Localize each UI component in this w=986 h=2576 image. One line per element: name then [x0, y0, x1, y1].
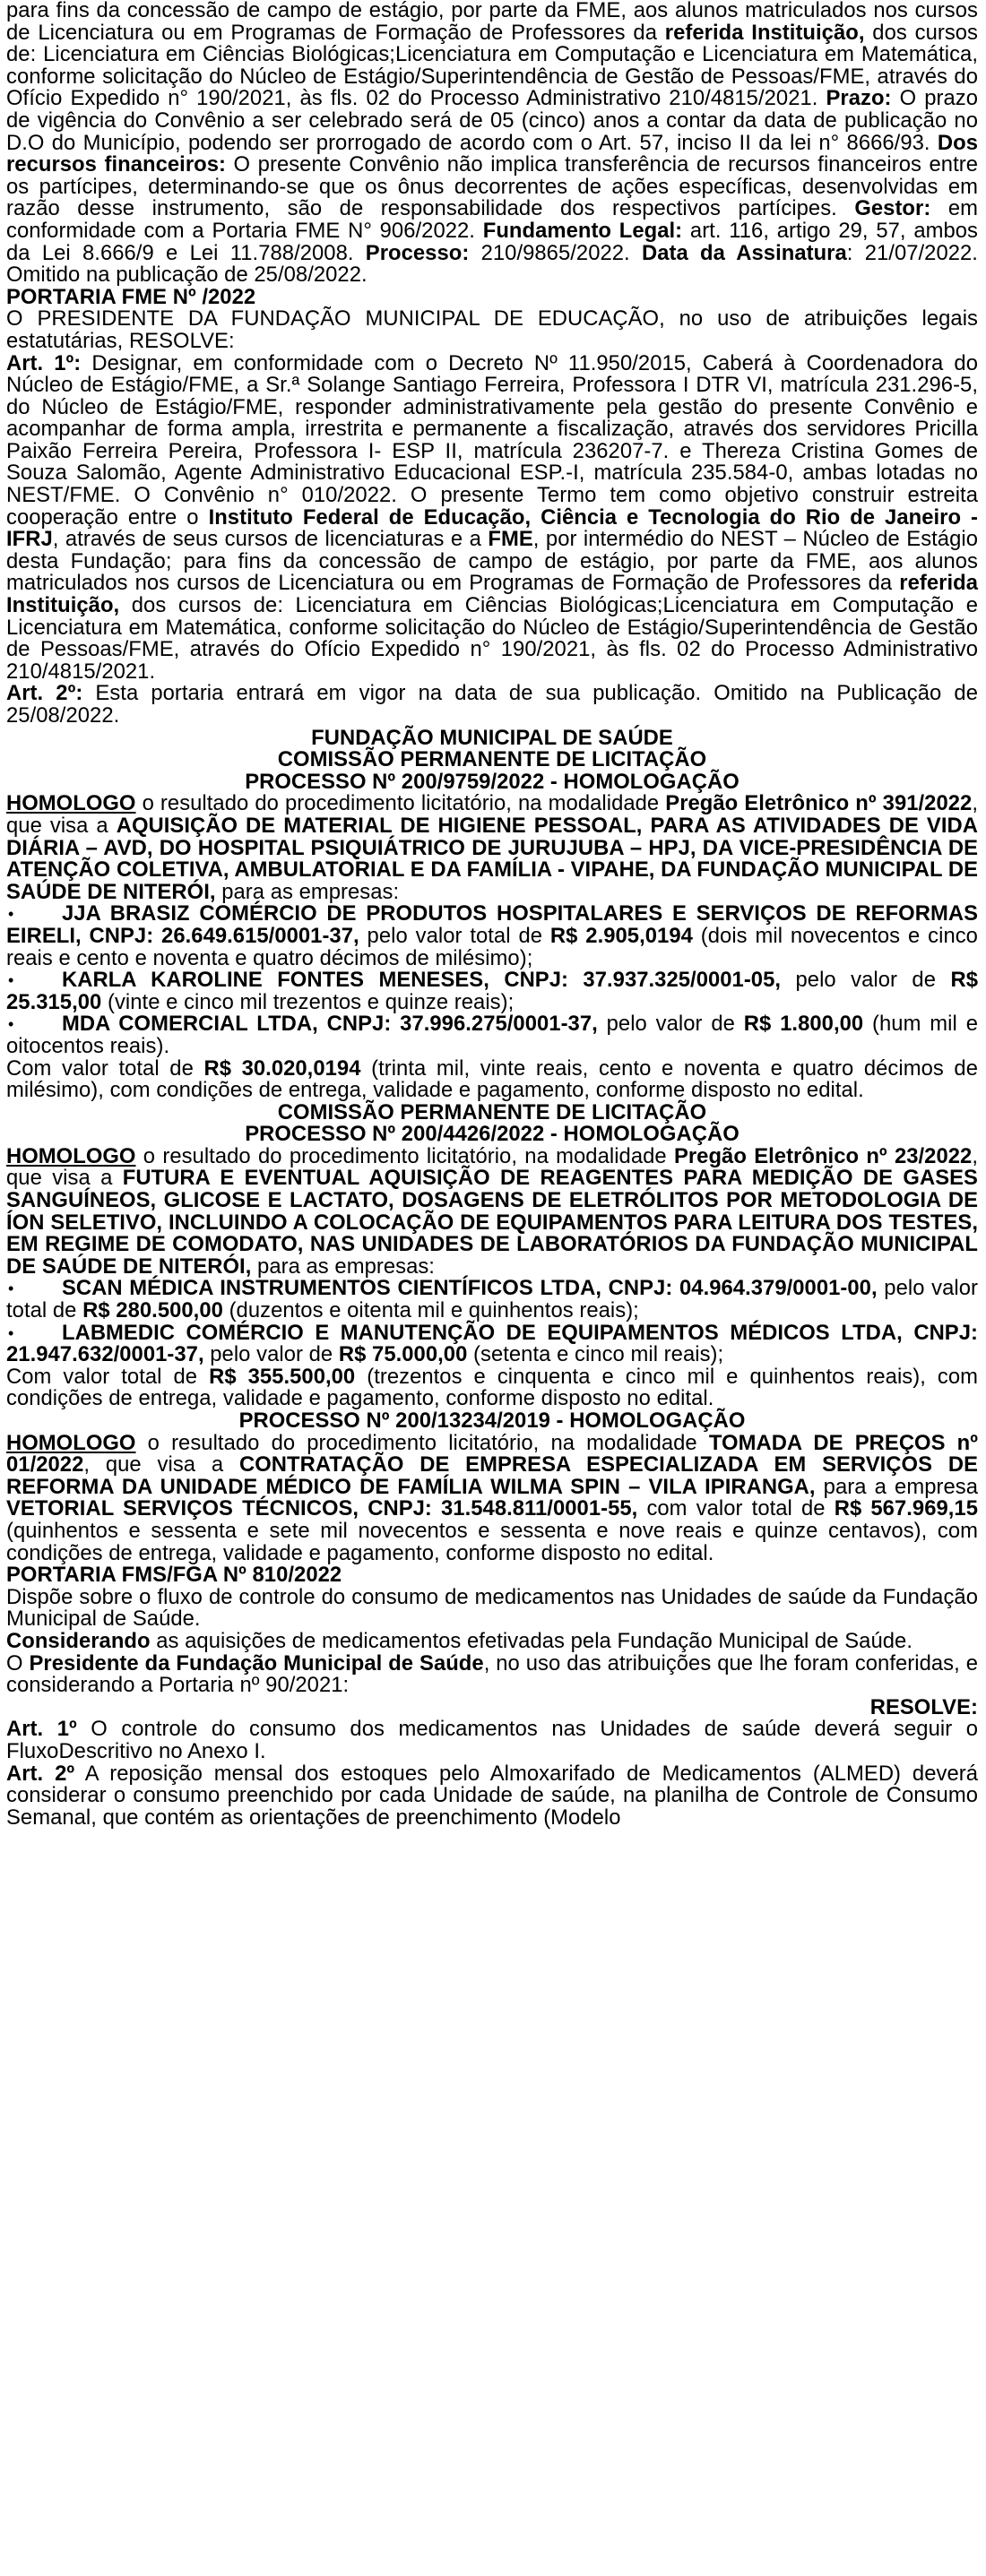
bullet-icon: • [8, 1015, 14, 1034]
bullet-item [6, 903, 978, 969]
text-run: KARLA KAROLINE FONTES MENESES, CNPJ: 37.937.325/0001-05, [62, 968, 782, 993]
centered-heading [6, 1410, 978, 1433]
text-run: LABMEDIC COMÉRCIO E MANUTENÇÃO DE EQUIPAMENTOS MÉDICOS LTDA, CNPJ: 21.947.632/0001-37, [6, 1320, 978, 1367]
paragraph [6, 1055, 978, 1103]
paragraph [6, 1584, 978, 1632]
text-run: pelo valor de [597, 1012, 744, 1037]
text-run: referida Instituição, [6, 571, 978, 618]
text-run: o resultado do procedimento licitatório, na modalidade [135, 1430, 709, 1455]
text-run: COMISSÃO PERMANENTE DE LICITAÇÃO [277, 1099, 707, 1124]
bullet-item [6, 969, 978, 1013]
text-run: pelo valor total de [6, 1276, 978, 1323]
text-run: (dois mil novecentos e cinco reais e cento e noventa e quatro décimos de milésimo); [6, 923, 978, 970]
text-run: R$ 2.905,0194 [549, 923, 693, 948]
text-run: R$ 25.315,00 [6, 968, 978, 1014]
text-run: HOMOLOGO [6, 1143, 136, 1168]
text-run: COMISSÃO PERMANENTE DE LICITAÇÃO [277, 747, 707, 772]
text-run: O controle do consumo dos medicamentos nas Unidades de saúde deverá seguir o FluxoDescritivo no Anexo I. [6, 1717, 978, 1763]
text-run: R$ 1.800,00 [743, 1012, 864, 1037]
text-run: Presidente da Fundação Municipal de Saúde [29, 1650, 484, 1676]
text-run: , por intermédio do NEST – Núcleo de Estágio desta Fundação; para fins da concessão de campo de estágio, por parte da FME, aos alunos matriculados nos cursos de Licenciatura ou em Programas de Formação de Professores da [6, 527, 978, 596]
text-run: R$ 567.969,15 [834, 1496, 978, 1521]
text-run: pelo valor de [781, 968, 951, 993]
text-run: SCAN MÉDICA INSTRUMENTOS CIENTÍFICOS LTDA, CNPJ: 04.964.379/0001-00, [62, 1276, 878, 1301]
text-run: VETORIAL SERVIÇOS TÉCNICOS, CNPJ: 31.548.811/0001-55, [6, 1496, 638, 1521]
centered-heading [6, 749, 978, 771]
text-run: O presente Convênio não implica transferência de recursos financeiros entre os partícipes, determinando-se que os ônus decorrentes de ações específicas, desenvolvidas em razão desse instrumento, são de responsabilidade dos respectivos partícipes. [6, 152, 978, 221]
text-run: FUTURA E EVENTUAL AQUISIÇÃO DE REAGENTES PARA MEDIÇÃO DE GASES SANGUÍNEOS, GLICOSE E LACTATO, DOSAGENS DE ELETRÓLITOS POR METODOLOGIA DE ÍON SELETIVO, INCLUINDO A COLOCAÇÃO DE EQUIPAMENTOS PARA LEITURA DOS TESTES, EM REGIME DE COMODATO, NAS UNIDADES DE LABORATÓRIOS DA FUNDAÇÃO MUNICIPAL DE SAÚDE DE NITERÓI, [6, 1166, 978, 1279]
paragraph [6, 683, 978, 727]
text-run: FME [488, 527, 533, 552]
text-run: Instituto Federal de Educação, Ciência e Tecnologia do Rio de Janeiro - IFRJ [6, 504, 979, 552]
paragraph [6, 1143, 978, 1279]
text-run: JJA BRASIZ COMÉRCIO DE PRODUTOS HOSPITALARES E SERVIÇOS DE REFORMAS EIRELI, CNPJ: 26.649.615/0001-37, [6, 901, 978, 948]
text-run: Com valor total de [6, 1364, 210, 1389]
text-run: o resultado do procedimento licitatório, na modalidade [135, 1143, 674, 1168]
text-run: Data da Assinatura [641, 240, 847, 265]
section-heading [6, 284, 978, 309]
text-run: Com valor total de [6, 1055, 204, 1081]
resolve-label [6, 1694, 978, 1719]
text-run: FUNDAÇÃO MUNICIPAL DE SAÚDE [311, 725, 673, 750]
text-run: Gestor: [854, 196, 931, 221]
paragraph [6, 1366, 978, 1410]
text-run: art. 116, artigo 29, 57, ambos da Lei 8.666/9 e Lei 11.788/2008. [6, 218, 979, 265]
text-run: PORTARIA FMS/FGA Nº 810/2022 [6, 1563, 342, 1588]
text-run: dos cursos de: Licenciatura em Ciências Biológicas;Licenciatura em Computação e Licenciatura em Matemática, conforme solicitação do Núcleo de Estágio/Superintendência de Gestão de Pessoas/FME, através do Ofício Expedido n° 190/2021, às fls. 02 do Processo Administrativo 210/4815/2021. [6, 593, 978, 684]
text-run: Processo: [365, 240, 470, 265]
text-run: MDA COMERCIAL LTDA, CNPJ: 37.996.275/0001-37, [62, 1012, 598, 1037]
text-run: para a empresa [815, 1474, 978, 1499]
text-run: referida Instituição, [664, 20, 865, 45]
text-run: Dos recursos financeiros: [6, 130, 978, 177]
text-run: : 21/07/2022. Omitido na publicação de 25/08/2022. [6, 240, 978, 288]
text-run: , que visa a [83, 1452, 239, 1478]
text-run: , que visa a [6, 1143, 978, 1191]
text-run: Esta portaria entrará em vigor na data de sua publicação. Omitido na Publicação de 25/08/2022. [6, 681, 978, 728]
text-run: R$ 355.500,00 [209, 1364, 356, 1389]
bullet-item [6, 1278, 978, 1322]
text-run: CONTRATAÇÃO DE EMPRESA ESPECIALIZADA EM SERVIÇOS DE REFORMA DA UNIDADE MÉDICO DE FAMÍLIA WILMA SPIN – VILA IPIRANGA, [6, 1452, 978, 1499]
bullet-item [6, 1013, 978, 1057]
paragraph [6, 1719, 978, 1762]
text-run: com valor total de [637, 1496, 835, 1521]
text-run: R$ 75.000,00 [338, 1342, 468, 1367]
paragraph [6, 1763, 978, 1830]
text-run: HOMOLOGO [6, 791, 136, 816]
text-run: em conformidade com a Portaria FME N° 906/2022. [6, 196, 978, 243]
text-run: (trezentos e cinquenta e cinco mil e quinhentos reais), com condições de entrega, validade e pagamento, conforme disposto no edital. [6, 1364, 979, 1411]
bullet-icon: • [8, 1279, 14, 1298]
paragraph [6, 308, 978, 352]
text-run: Art. 1º: [6, 350, 82, 375]
centered-heading [6, 725, 978, 750]
text-run: (vinte e cinco mil trezentos e quinze reais); [101, 989, 515, 1014]
text-run: A reposição mensal dos estoques pelo Almoxarifado de Medicamentos (ALMED) deverá considerar o consumo preenchido por cada Unidade de saúde, na planilha de Controle de Consumo Semanal, que contém as orientações de preenchimento (Modelo [6, 1761, 978, 1830]
text-run: O prazo de vigência do Convênio a ser celebrado será de 05 (cinco) anos a contar da data de publicação no D.O do Município, podendo ser prorrogado de acordo com o Art. 57, inciso II da lei n° 8666/93. [6, 86, 978, 155]
text-run: para fins da concessão de campo de estágio, por parte da FME, aos alunos matriculados nos cursos de Licenciatura ou em Programas de Formação de Professores da [6, 0, 978, 45]
text-run: R$ 280.500,00 [82, 1298, 223, 1323]
paragraph [6, 0, 978, 287]
text-run: para as empresas: [251, 1254, 435, 1279]
text-run: Art. 1º [6, 1717, 77, 1742]
text-run: Fundamento Legal: [482, 218, 683, 243]
text-run: PROCESSO Nº 200/4426/2022 - HOMOLOGAÇÃO [245, 1122, 740, 1147]
text-run: Art. 2º [6, 1761, 75, 1786]
bullet-icon: • [8, 971, 14, 990]
text-run: (trinta mil, vinte reais, cento e noventa e quatro décimos de milésimo), com condições de entrega, validade e pagamento, conforme disposto no edital. [6, 1055, 978, 1103]
text-run: , que visa a [6, 791, 978, 838]
section-heading [6, 1564, 978, 1587]
text-run: O PRESIDENTE DA FUNDAÇÃO MUNICIPAL DE EDUCAÇÃO, no uso de atribuições legais estatutárias, RESOLVE: [6, 306, 978, 353]
text-run: PORTARIA FME Nº /2022 [6, 284, 256, 309]
paragraph [6, 1650, 978, 1698]
text-run: as aquisições de medicamentos efetivadas pela Fundação Municipal de Saúde. [150, 1628, 912, 1653]
text-run: para as empresas: [215, 879, 400, 904]
text-run: RESOLVE: [869, 1694, 978, 1719]
centered-heading [6, 1099, 978, 1124]
text-run: (quinhentos e sessenta e sete mil novecentos e sessenta e nove reais e quinze centavos), com condições de entrega, validade e pagamento, conforme disposto no edital. [6, 1518, 978, 1565]
centered-heading [6, 771, 978, 794]
bullet-icon: • [8, 1323, 14, 1342]
bullet-icon: • [8, 905, 14, 924]
text-run: dos cursos de: Licenciatura em Ciências Biológicas;Licenciatura em Computação e Licenciatura em Matemática, conforme solicitação do Núcleo de Estágio/Superintendência de Gestão de Pessoas/FME, através do Ofício Expedido n° 190/2021, às fls. 02 do Processo Administrativo 210/4815/2021. [6, 20, 979, 111]
text-run: , no uso das atribuições que lhe foram conferidas, e considerando a Portaria nº 90/2021: [6, 1650, 978, 1698]
text-run: Considerando [6, 1628, 151, 1653]
text-run: pelo valor de [203, 1342, 339, 1367]
centered-heading [6, 1124, 978, 1146]
text-run: Prazo: [826, 86, 892, 111]
text-run: PROCESSO Nº 200/9759/2022 - HOMOLOGAÇÃO [245, 769, 740, 794]
text-run: pelo valor total de [359, 923, 550, 948]
paragraph [6, 1430, 979, 1565]
paragraph [6, 1628, 978, 1653]
text-run: Art. 2º: [6, 681, 83, 706]
paragraph [6, 350, 979, 684]
text-run: HOMOLOGO [6, 1430, 136, 1455]
text-run: Pregão Eletrônico nº 391/2022 [665, 791, 973, 816]
text-run: (setenta e cinco mil reais); [467, 1342, 724, 1367]
text-run: 210/9865/2022. [469, 240, 642, 265]
text-run: , através de seus cursos de licenciaturas e a [52, 527, 489, 552]
text-run: Dispõe sobre o fluxo de controle do consumo de medicamentos nas Unidades de saúde da Fundação Municipal de Saúde. [6, 1584, 978, 1632]
text-run: (duzentos e oitenta mil e quinhentos reais); [222, 1298, 639, 1323]
paragraph [6, 793, 978, 903]
bullet-item [6, 1322, 978, 1366]
text-run: Designar, em conformidade com o Decreto Nº 11.950/2015, Caberá à Coordenadora do Núcleo de Estágio/FME, a Sr.ª Solange Santiago Ferreira, Professora I DTR VI, matrícula 231.296-5, do Núcleo de Estágio/FME, responder administrativamente pela gestão do presente Convênio e acompanhar de forma ampla, irrestrita e permanente a fiscalização, através dos servidores Pricilla Paixão Ferreira Pereira, Professora I- ESP II, matrícula 236207-7. e Thereza Cristina Gomes de Souza Salomão, Agente Administrativo Educacional ESP.-I, matrícula 235.584-0, ambas lotadas no NEST/FME. O Convênio n° 010/2022. O presente Termo tem como objetivo construir estreita cooperação entre o [6, 350, 978, 530]
text-run: TOMADA DE PREÇOS nº 01/2022 [6, 1430, 979, 1478]
text-run: AQUISIÇÃO DE MATERIAL DE HIGIENE PESSOAL, PARA AS ATIVIDADES DE VIDA DIÁRIA – AVD, DO HOSPITAL PSIQUIÁTRICO DE JURUJUBA – HPJ, DA VICE-PRESIDÊNCIA DE ATENÇÃO COLETIVA, AMBULATORIAL E DA FAMÍLIA - VIPAHE, DA FUNDAÇÃO MUNICIPAL DE SAÚDE DE NITERÓI, [6, 813, 978, 904]
text-run: PROCESSO Nº 200/13234/2019 - HOMOLOGAÇÃO [238, 1409, 746, 1433]
text-run: Pregão Eletrônico nº 23/2022 [673, 1143, 973, 1168]
text-run: O [6, 1650, 30, 1676]
text-run: (hum mil e oitocentos reais). [6, 1012, 978, 1058]
text-run: o resultado do procedimento licitatório, na modalidade [135, 791, 666, 816]
text-run: R$ 30.020,0194 [203, 1055, 361, 1081]
